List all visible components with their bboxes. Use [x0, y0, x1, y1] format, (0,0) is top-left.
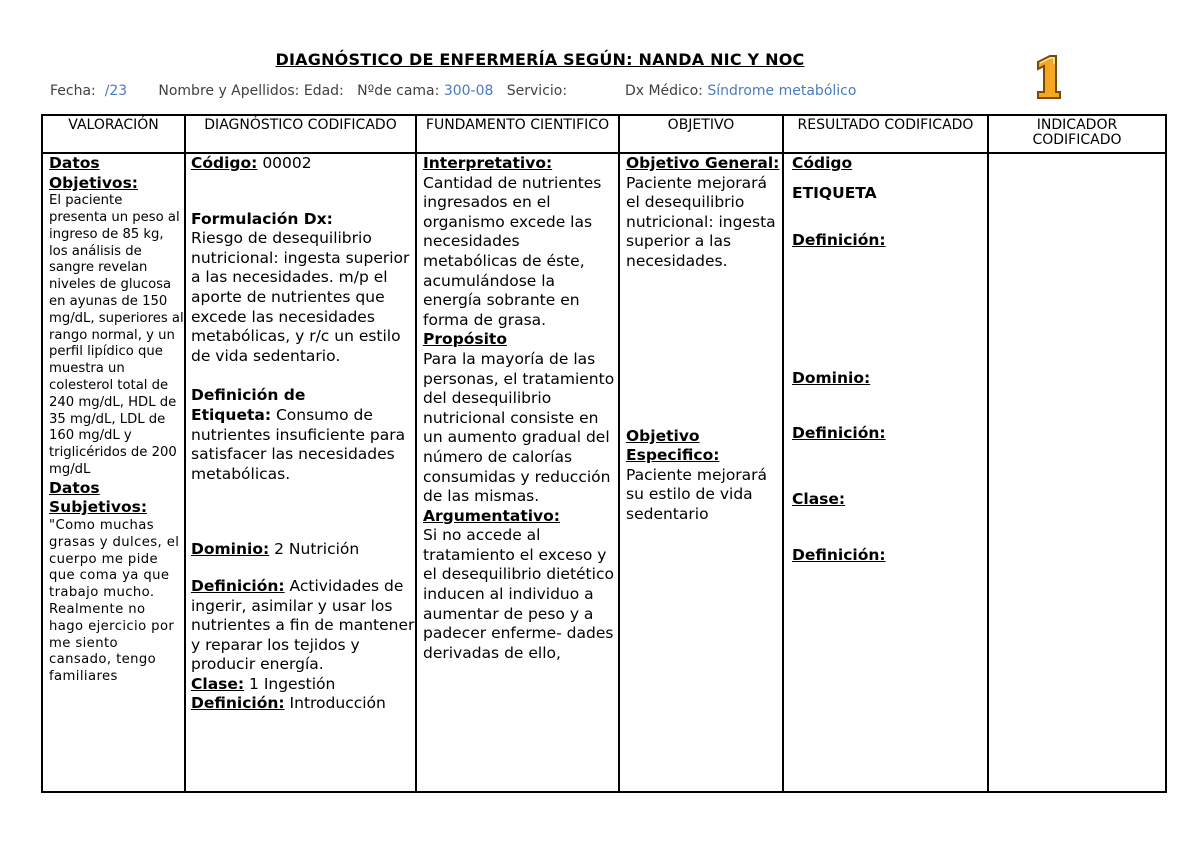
interpretativo-label: Interpretativo:	[423, 154, 553, 172]
servicio-label: Servicio:	[506, 83, 568, 99]
formulacion-text: Riesgo de desequilibrio nutricional: ingesta superior a las necesidades. m/p el aporte de nutrientes que excede las necesidades metabólicas, y r/c un estilo de vida sedentario.	[191, 229, 410, 365]
column-header-objetivo: OBJETIVO	[619, 115, 783, 153]
resultado-codigo-label: Código	[792, 154, 853, 172]
definicion-etiqueta-text: Consumo de nutrientes insuficiente para satisfacer las necesidades metabólicas.	[191, 405, 406, 483]
valoracion-cell	[42, 153, 185, 792]
dominio-label: Dominio:	[191, 540, 270, 559]
number-one-icon	[1032, 52, 1062, 100]
fecha-value: /23	[104, 83, 128, 99]
column-header-resultado: RESULTADO CODIFICADO	[783, 115, 988, 153]
clase-label: Clase:	[191, 674, 245, 693]
resultado-definicion-2: Definición:	[792, 424, 886, 443]
cama-value: 300-08	[443, 83, 494, 99]
formulacion-label: Formulación Dx:	[191, 209, 333, 228]
fecha-label: Fecha:	[50, 83, 96, 99]
proposito-label: Propósito	[423, 330, 507, 349]
patient-info-line	[50, 83, 856, 99]
column-header-diagnostico: DIAGNÓSTICO CODIFICADO	[185, 115, 416, 153]
diagnostico-cell	[185, 153, 416, 792]
argumentativo-label: Argumentativo:	[423, 506, 561, 525]
definicion-clase-label: Definición:	[191, 694, 285, 713]
cama-label: Nºde cama:	[357, 83, 440, 99]
definicion-dominio-label: Definición:	[191, 576, 285, 595]
resultado-etiqueta-label: ETIQUETA	[792, 183, 877, 202]
nombre-label: Nombre y Apellidos: Edad:	[158, 83, 344, 99]
objetivo-cell	[619, 153, 783, 792]
resultado-definicion-3: Definición:	[792, 545, 886, 564]
resultado-dominio-label: Dominio:	[792, 368, 871, 387]
column-header-indicador: INDICADOR CODIFICADO	[988, 115, 1166, 153]
clase-value: 1 Ingestión	[249, 674, 336, 693]
objetivo-general-text: Paciente mejorará el desequilibrio nutricional: ingesta superior a las necesidades.	[626, 173, 776, 270]
dominio-value: 2 Nutrición	[274, 540, 360, 559]
resultado-definicion-1: Definición:	[792, 231, 886, 250]
objetivo-especifico-label: Objetivo Especifico:	[626, 426, 720, 465]
column-header-fundamento: FUNDAMENTO CIENTIFICO	[416, 115, 619, 153]
codigo-value: 00002	[262, 154, 312, 172]
fundamento-cell	[416, 153, 619, 792]
column-header-valoracion: VALORACIÓN	[42, 115, 185, 153]
objetivo-especifico-text: Paciente mejorará su estilo de vida sedentario	[626, 465, 768, 523]
datos-subjetivos-text: "Como muchas grasas y dulces, el cuerpo me pide que coma ya que trabajo mucho. Realmente no hago ejercicio por me siento cansado, tengo familiares	[49, 517, 180, 685]
datos-objetivos-text: El paciente presenta un peso al ingreso de 85 kg, los análisis de sangre revelan niveles de glucosa en ayunas de 150 mg/dL, superiores al rango normal, y un perfil lipídico que muestra un colesterol total de 240 mg/dL, HDL de 35 mg/dL, LDL de 160 mg/dL y triglicéridos de 200 mg/dL	[49, 193, 184, 477]
objetivo-general-label: Objetivo General:	[626, 154, 780, 172]
proposito-text: Para la mayoría de las personas, el tratamiento del desequilibrio nutricional consiste en un aumento gradual del número de calorías consumidas y reducción de las mismas.	[423, 349, 615, 506]
definicion-etiqueta-label: Definición de	[191, 386, 306, 405]
dx-value: Síndrome metabólico	[707, 83, 857, 99]
codigo-label: Código:	[191, 154, 258, 172]
definicion-clase-text: Introducción	[289, 694, 386, 713]
resultado-clase-label: Clase:	[792, 489, 846, 508]
indicador-cell	[988, 153, 1166, 792]
datos-subjetivos-heading: Datos Subjetivos:	[49, 478, 148, 517]
etiqueta-label: Etiqueta:	[191, 405, 272, 424]
nursing-diagnosis-table	[41, 114, 1167, 793]
dx-label: Dx Médico:	[624, 83, 703, 99]
interpretativo-text: Cantidad de nutrientes ingresados en el organismo excede las necesidades metabólicas de éste, acumulándose la energía sobrante en forma de grasa.	[423, 173, 602, 329]
argumentativo-text: Si no accede al tratamiento el exceso y el desequilibrio dietético inducen al individuo a aumentar de peso y a padecer enferme- dades derivadas de ello,	[423, 526, 614, 662]
definicion-dominio-text: Actividades de ingerir, asimilar y usar los nutrientes a fin de mantener y reparar los tejidos y producir energía.	[191, 576, 415, 674]
page-title: DIAGNÓSTICO DE ENFERMERÍA SEGÚN: NANDA NIC Y NOC	[275, 50, 805, 69]
datos-objetivos-heading: Datos Objetivos:	[49, 154, 138, 192]
resultado-cell	[783, 153, 988, 792]
